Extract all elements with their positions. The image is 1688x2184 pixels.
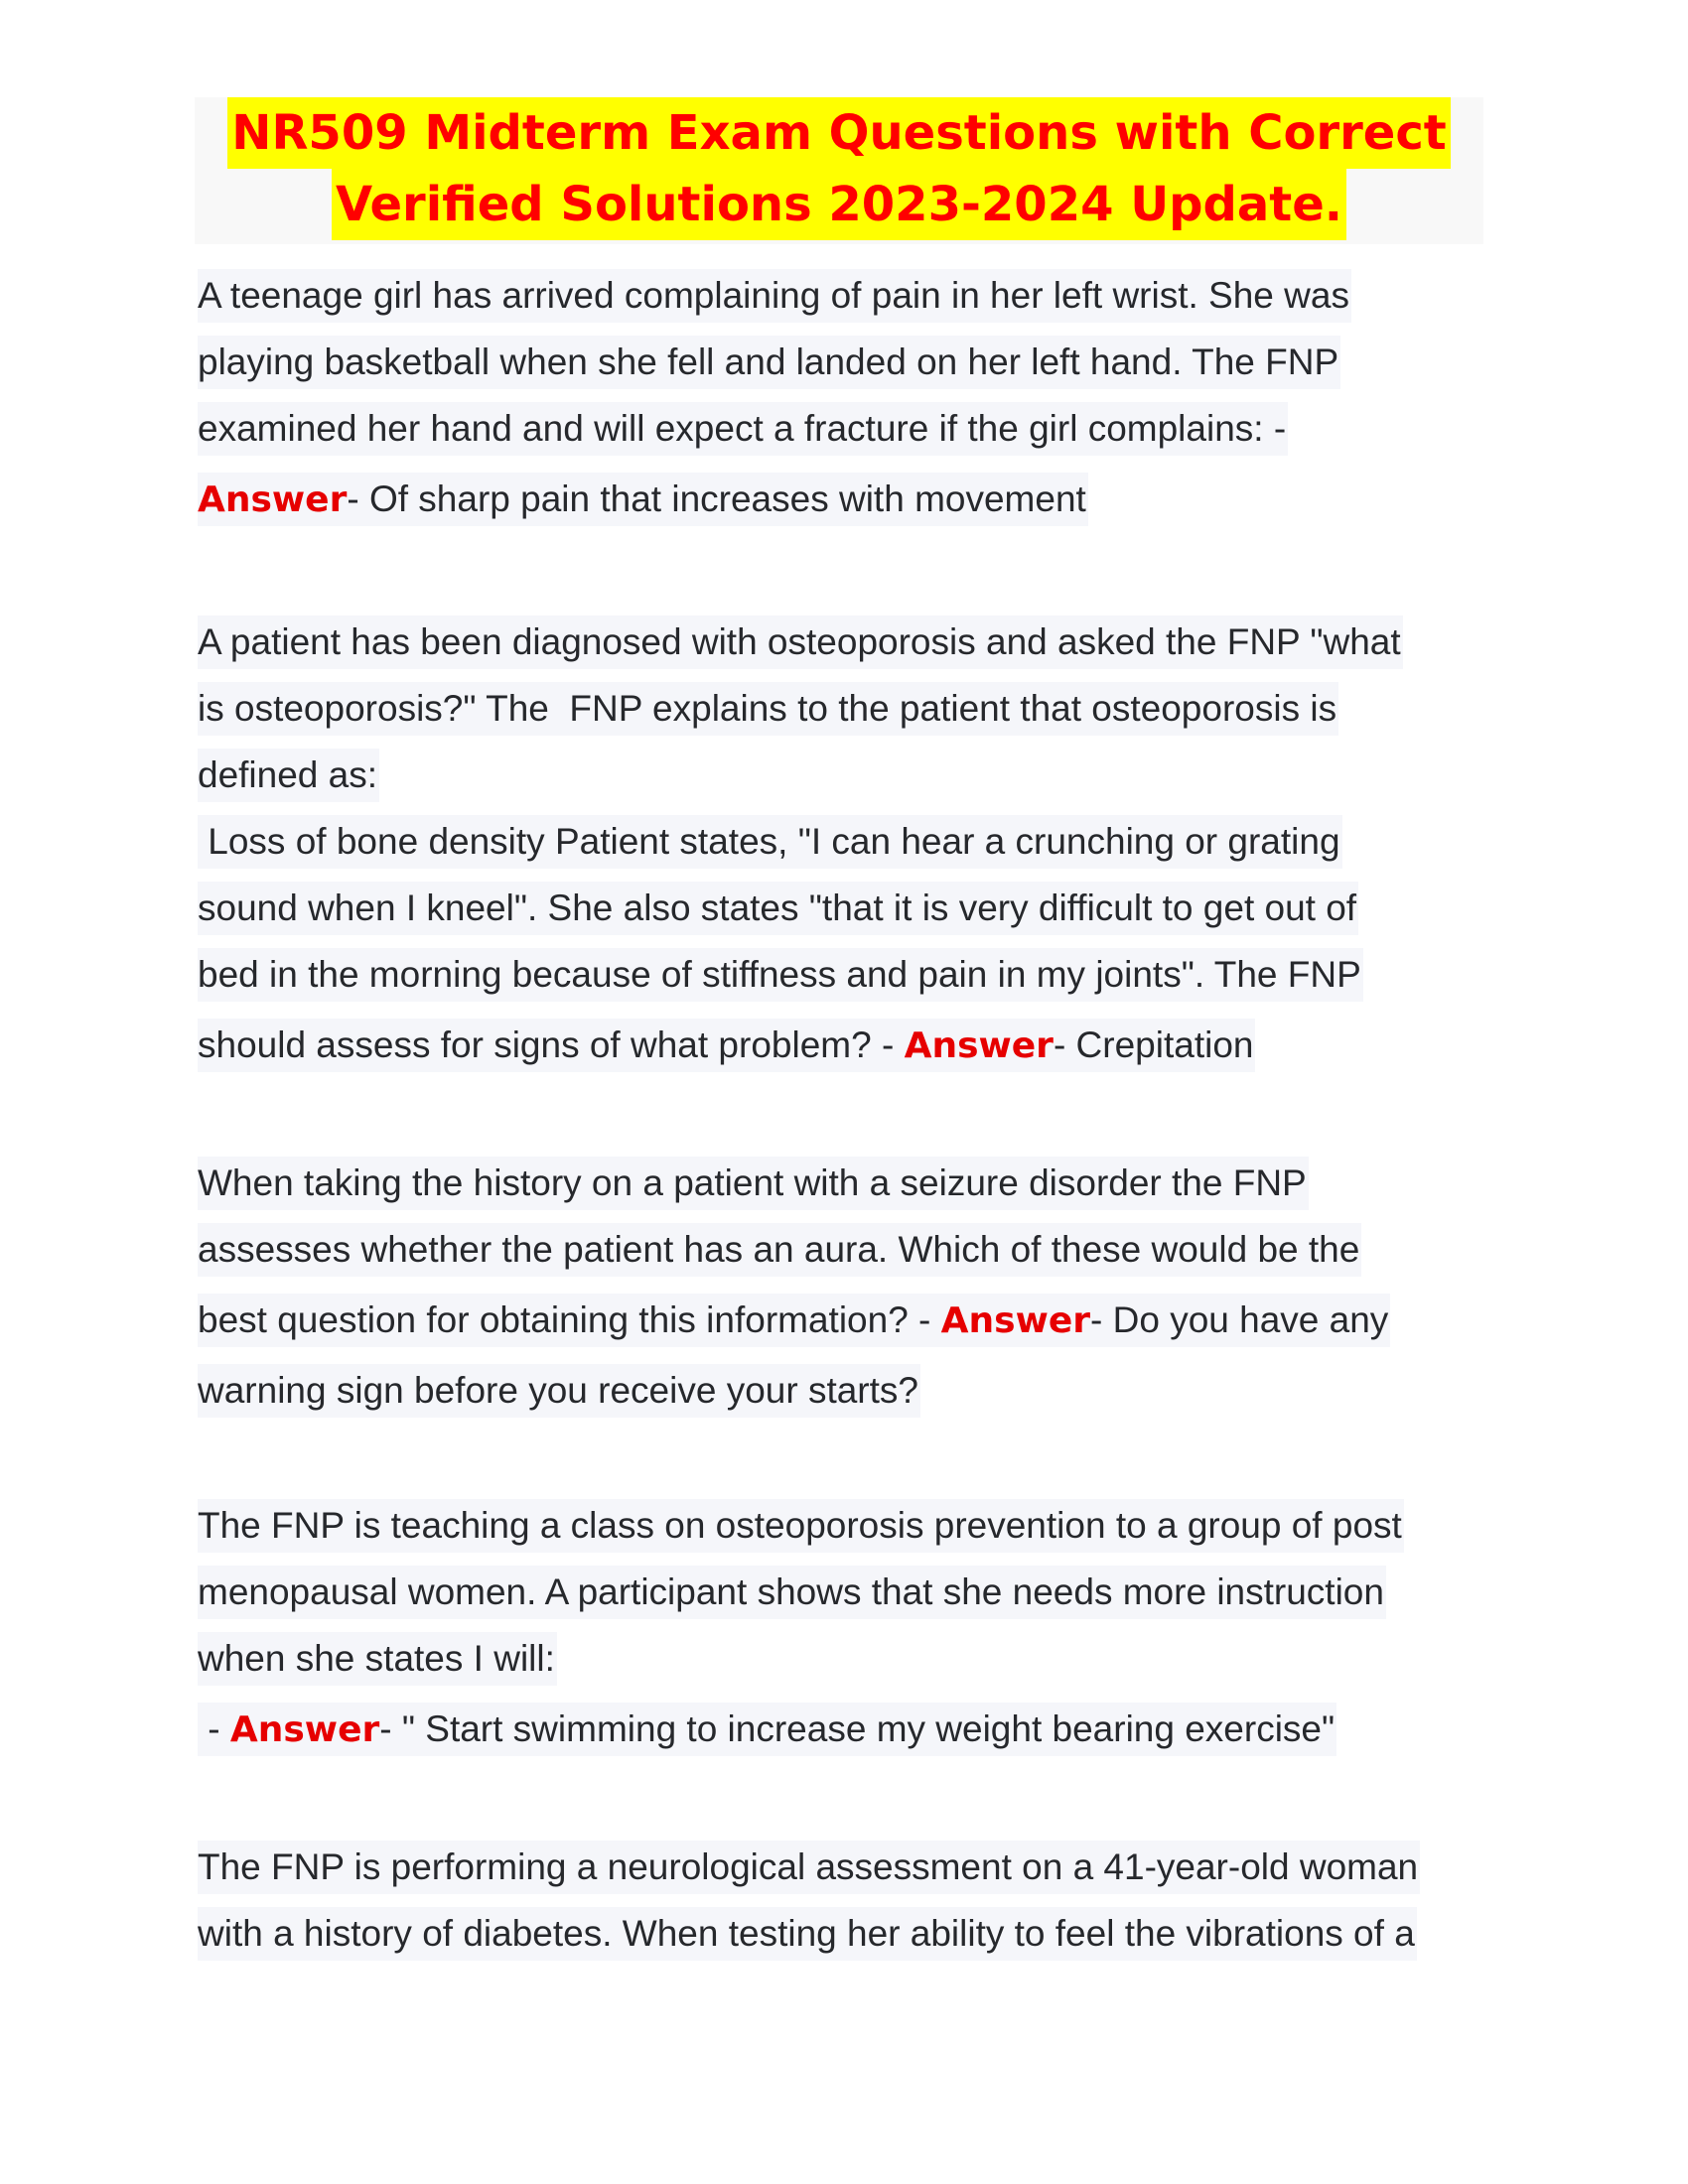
q3-answer-text: - Do you have any	[1090, 1299, 1389, 1340]
q2-answer-line	[198, 1019, 1255, 1072]
q1-line-1: A teenage girl has arrived complaining of pain in her left wrist. She was	[198, 269, 1351, 323]
q3-continuation: warning sign before you receive your starts?	[198, 1364, 920, 1418]
document-title	[195, 97, 1483, 244]
q5-line-2: with a history of diabetes. When testing her ability to feel the vibrations of a	[198, 1907, 1417, 1961]
q1-answer-line	[198, 473, 1088, 526]
title-line-1: NR509 Midterm Exam Questions with Correct	[227, 97, 1450, 169]
q3-line-2: assesses whether the patient has an aura. Which of these would be the	[198, 1223, 1361, 1277]
title-line-2: Verified Solutions 2023-2024 Update.	[332, 169, 1346, 240]
q2-line-2: is osteoporosis?" The FNP explains to the patient that osteoporosis is	[198, 682, 1338, 736]
q5-line-1: The FNP is performing a neurological assessment on a 41-year-old woman	[198, 1841, 1420, 1894]
q3-answer-line	[198, 1294, 1390, 1347]
q2-line-1: A patient has been diagnosed with osteoporosis and asked the FNP "what	[198, 615, 1403, 669]
q4-line-3: when she states I will:	[198, 1632, 557, 1686]
q4-line-1: The FNP is teaching a class on osteoporosis prevention to a group of post	[198, 1499, 1404, 1553]
q2-answer-text: - Crepitation	[1053, 1024, 1254, 1065]
answer-label: Answer	[198, 479, 348, 520]
q2-line-6: bed in the morning because of stiffness and pain in my joints". The FNP	[198, 948, 1363, 1002]
q2-line-4: Loss of bone density Patient states, "I can hear a crunching or grating	[198, 815, 1342, 869]
answer-label: Answer	[940, 1300, 1091, 1341]
q2-line-3: defined as:	[198, 749, 379, 802]
q3-line-1: When taking the history on a patient with a seizure disorder the FNP	[198, 1157, 1309, 1210]
q1-line-2: playing basketball when she fell and landed on her left hand. The FNP	[198, 336, 1340, 389]
q4-answer-line	[198, 1703, 1336, 1756]
q4-answer-text: - " Start swimming to increase my weight bearing exercise"	[379, 1708, 1336, 1749]
answer-label: Answer	[904, 1025, 1054, 1066]
answer-label: Answer	[229, 1709, 380, 1750]
q3-answer-prefix: best question for obtaining this information? -	[198, 1299, 941, 1340]
q4-line-2: menopausal women. A participant shows that she needs more instruction	[198, 1566, 1386, 1619]
q1-answer-text: - Of sharp pain that increases with movement	[347, 478, 1086, 519]
q2-answer-prefix: should assess for signs of what problem? -	[198, 1024, 905, 1065]
q2-line-5: sound when I kneel". She also states "that it is very difficult to get out of	[198, 882, 1358, 935]
q1-line-3: examined her hand and will expect a fracture if the girl complains: -	[198, 402, 1288, 456]
q4-answer-prefix: -	[198, 1708, 230, 1749]
